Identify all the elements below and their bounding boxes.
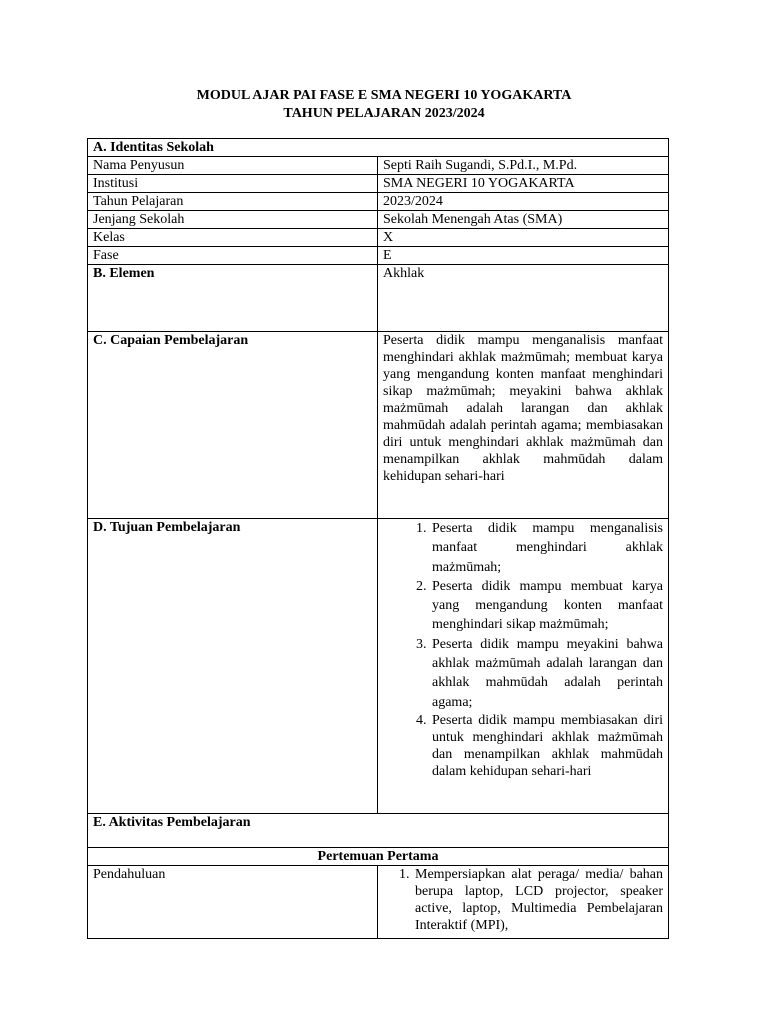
label-jenjang-sekolah: Jenjang Sekolah xyxy=(88,211,378,229)
section-d-heading: D. Tujuan Pembelajaran xyxy=(88,519,378,814)
tujuan-item-4: 4. Peserta didik mampu membiasakan diri untuk menghindari akhlak mażmūmah dan menampilkan akhlak mahmūdah dalam kehidupan sehari-hari xyxy=(430,712,663,780)
tujuan-item-1: 1. Peserta didik mampu menganalisis manfaat menghindari akhlak mażmūmah; xyxy=(430,519,663,577)
value-institusi: SMA NEGERI 10 YOGAKARTA xyxy=(378,175,669,193)
section-c-value: Peserta didik mampu menganalisis manfaat menghindari akhlak mażmūmah; membuat karya yang mengandung konten manfaat menghindari sikap mażmūmah; meyakini bahwa akhlak mażmūmah adalah larangan dan akhlak mahmūdah adalah perintah agama; membiasakan diri untuk menghindari akhlak mażmūmah dan menampilkan akhlak mahmūdah dalam kehidupan sehari-hari xyxy=(378,332,669,519)
label-institusi: Institusi xyxy=(88,175,378,193)
title-line-1: MODUL AJAR PAI FASE E SMA NEGERI 10 YOGAKARTA xyxy=(196,88,572,103)
section-c-heading: C. Capaian Pembelajaran xyxy=(88,332,378,519)
value-kelas: X xyxy=(378,229,669,247)
section-d-list-cell xyxy=(378,519,669,814)
section-e-heading: E. Aktivitas Pembelajaran xyxy=(88,814,669,848)
meeting-title: Pertemuan Pertama xyxy=(88,848,669,866)
phase-label: Pendahuluan xyxy=(88,866,378,939)
module-table xyxy=(87,138,669,939)
section-a-heading: A. Identitas Sekolah xyxy=(88,139,669,157)
value-jenjang-sekolah: Sekolah Menengah Atas (SMA) xyxy=(378,211,669,229)
pendahuluan-item-1: 1. Mempersiapkan alat peraga/ media/ bahan berupa laptop, LCD projector, speaker active, laptop, Multimedia Pembelajaran Interaktif (MPI), xyxy=(413,866,663,934)
tujuan-item-3: 3. Peserta didik mampu meyakini bahwa akhlak mażmūmah adalah larangan dan akhlak mahmūdah adalah perintah agama; xyxy=(430,635,663,712)
phase-list-clip xyxy=(383,866,663,938)
document-title xyxy=(0,87,768,123)
phase-list-cell xyxy=(378,866,669,939)
tujuan-list xyxy=(383,519,663,780)
pendahuluan-list xyxy=(383,866,663,934)
value-fase: E xyxy=(378,247,669,265)
label-kelas: Kelas xyxy=(88,229,378,247)
label-tahun-pelajaran: Tahun Pelajaran xyxy=(88,193,378,211)
value-tahun-pelajaran: 2023/2024 xyxy=(378,193,669,211)
section-b-value: Akhlak xyxy=(378,265,669,332)
tujuan-item-2: 2. Peserta didik mampu membuat karya yang mengandung konten manfaat menghindari sikap mażmūmah; xyxy=(430,577,663,635)
value-nama-penyusun: Septi Raih Sugandi, S.Pd.I., M.Pd. xyxy=(378,157,669,175)
title-line-2: TAHUN PELAJARAN 2023/2024 xyxy=(283,106,485,121)
label-nama-penyusun: Nama Penyusun xyxy=(88,157,378,175)
section-b-heading: B. Elemen xyxy=(88,265,378,332)
label-fase: Fase xyxy=(88,247,378,265)
